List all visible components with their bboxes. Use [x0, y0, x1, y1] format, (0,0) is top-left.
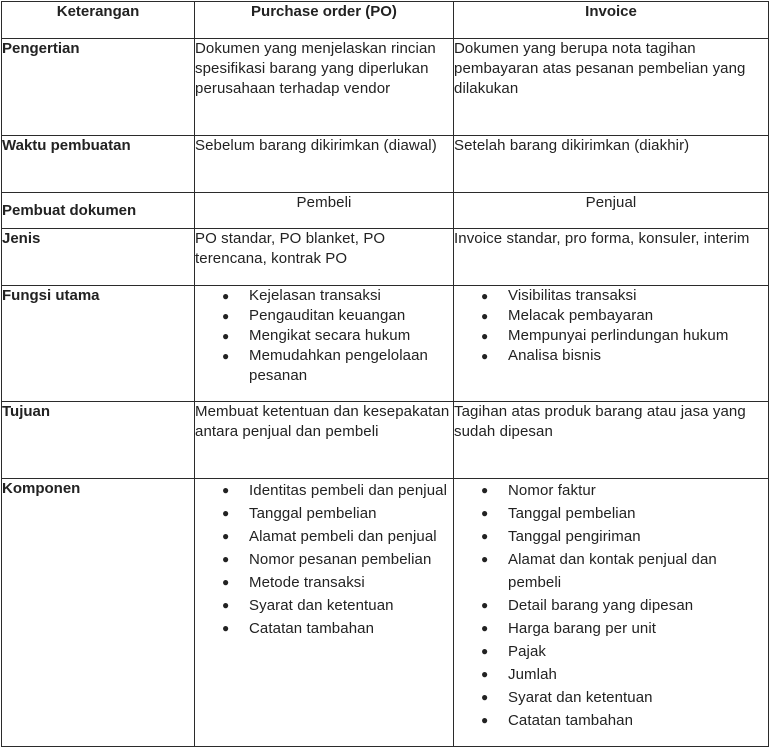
- list-item: ● Pajak: [454, 640, 768, 663]
- list-item: ● Tanggal pembelian: [454, 502, 768, 525]
- table-row: [2, 229, 769, 286]
- list-item: ● Memudahkan pengelolaan pesanan: [195, 346, 453, 386]
- invoice-komponen: [454, 479, 769, 747]
- list-item: ● Mengikat secara hukum: [195, 326, 453, 346]
- list-item: ● Kejelasan transaksi: [195, 286, 453, 306]
- list-item: ● Harga barang per unit: [454, 617, 768, 640]
- list-item: ● Nomor pesanan pembelian: [195, 548, 453, 571]
- header-row: [2, 2, 769, 39]
- row-label-waktu-pembuatan: Waktu pembuatan: [2, 136, 195, 193]
- row-label-jenis: Jenis: [2, 229, 195, 286]
- po-tujuan: Membuat ketentuan dan kesepakatan antara penjual dan pembeli: [195, 402, 454, 479]
- po-jenis: PO standar, PO blanket, PO terencana, kontrak PO: [195, 229, 454, 286]
- list-item: ● Syarat dan ketentuan: [195, 594, 453, 617]
- list-item: ● Metode transaksi: [195, 571, 453, 594]
- po-pembuat-dokumen: Pembeli: [195, 193, 454, 229]
- list-item: ● Identitas pembeli dan penjual: [195, 479, 453, 502]
- list-item: ● Pengauditan keuangan: [195, 306, 453, 326]
- po-fungsi-utama: [195, 286, 454, 402]
- list-item: ● Catatan tambahan: [195, 617, 453, 640]
- comparison-table: [1, 1, 769, 747]
- row-label-komponen: Komponen: [2, 479, 195, 747]
- list-item: ● Tanggal pengiriman: [454, 525, 768, 548]
- list-item: ● Mempunyai perlindungan hukum: [454, 326, 768, 346]
- po-waktu-pembuatan: Sebelum barang dikirimkan (diawal): [195, 136, 454, 193]
- invoice-komponen-list: [454, 479, 768, 732]
- list-item: ● Catatan tambahan: [454, 709, 768, 732]
- list-item: ● Detail barang yang dipesan: [454, 594, 768, 617]
- table-row: [2, 402, 769, 479]
- list-item: ● Alamat dan kontak penjual dan pembeli: [454, 548, 768, 594]
- header-invoice: Invoice: [454, 2, 769, 39]
- table-row: [2, 39, 769, 136]
- table-row: [2, 136, 769, 193]
- row-label-pembuat-dokumen: Pembuat dokumen: [2, 193, 195, 229]
- list-item: ● Analisa bisnis: [454, 346, 768, 366]
- list-item: ● Visibilitas transaksi: [454, 286, 768, 306]
- list-item: ● Nomor faktur: [454, 479, 768, 502]
- table-row: [2, 286, 769, 402]
- table-row: [2, 479, 769, 747]
- header-purchase-order: Purchase order (PO): [195, 2, 454, 39]
- invoice-fungsi-utama: [454, 286, 769, 402]
- list-item: ● Syarat dan ketentuan: [454, 686, 768, 709]
- invoice-waktu-pembuatan: Setelah barang dikirimkan (diakhir): [454, 136, 769, 193]
- header-keterangan: Keterangan: [2, 2, 195, 39]
- invoice-pembuat-dokumen: Penjual: [454, 193, 769, 229]
- row-label-tujuan: Tujuan: [2, 402, 195, 479]
- list-item: ● Alamat pembeli dan penjual: [195, 525, 453, 548]
- list-item: ● Melacak pembayaran: [454, 306, 768, 326]
- po-fungsi-utama-list: [195, 286, 453, 386]
- row-label-fungsi-utama: Fungsi utama: [2, 286, 195, 402]
- row-label-pengertian: Pengertian: [2, 39, 195, 136]
- list-item: ● Tanggal pembelian: [195, 502, 453, 525]
- po-komponen-list: [195, 479, 453, 640]
- po-komponen: [195, 479, 454, 747]
- list-item: ● Jumlah: [454, 663, 768, 686]
- invoice-pengertian: Dokumen yang berupa nota tagihan pembayaran atas pesanan pembelian yang dilakukan: [454, 39, 769, 136]
- table-row: [2, 193, 769, 229]
- invoice-jenis: Invoice standar, pro forma, konsuler, interim: [454, 229, 769, 286]
- invoice-tujuan: Tagihan atas produk barang atau jasa yang sudah dipesan: [454, 402, 769, 479]
- po-pengertian: Dokumen yang menjelaskan rincian spesifikasi barang yang diperlukan perusahaan terhadap vendor: [195, 39, 454, 136]
- invoice-fungsi-utama-list: [454, 286, 768, 366]
